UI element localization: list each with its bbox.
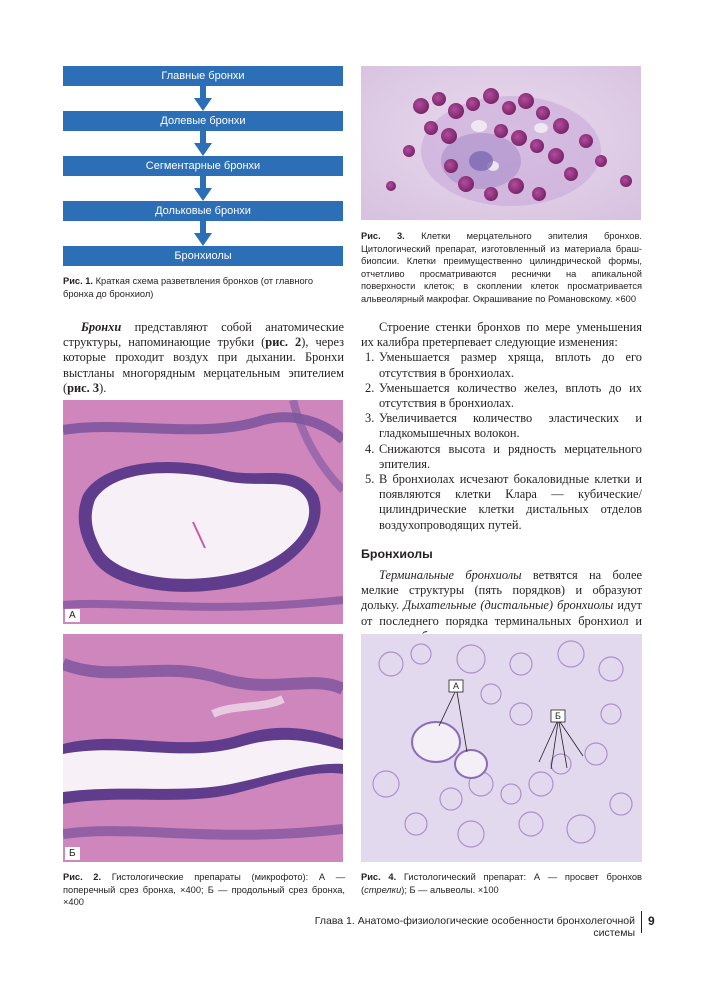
- flow-arrow-4: [193, 221, 213, 246]
- fig4-lung-photo: [361, 634, 642, 862]
- fig2-caption: [63, 871, 345, 909]
- fig2-panel-a-photo: [63, 400, 343, 624]
- histology-image-b: [63, 634, 343, 862]
- fig3-caption-text: Клетки мерцательного эпителия бронхов. Цитологический препарат, изготовленный из материала браш-биопсии. Клетки преимущественно цилиндрической формы, отчетливо просматриваются реснички на апикальной поверхности клеток; в скоплении клеток просматривается альвеолярный макрофаг. Окрашивание по Романовскому. ×600: [361, 231, 642, 304]
- bronchi-text-1: представляют собой анатомические структуры, напоминающие трубки (: [63, 320, 344, 350]
- list-item: 5. В бронхиолах исчезают бокаловидные клетки и появляются клетки Клара — кубические/цилиндрические клетки дистальных отделов воздухопроводящих путей.: [365, 472, 642, 532]
- fig1-caption-text: Краткая схема разветвления бронхов (от главного бронха до бронхиол): [63, 276, 314, 299]
- right-column-text: [361, 320, 642, 659]
- list-item: 4. Снижаются высота и рядность мерцательного эпителия.: [365, 441, 642, 471]
- list-item: 1. Уменьшается размер хряща, вплоть до его отсутствия в бронхиолах.: [365, 350, 642, 380]
- flow-step-segmental-bronchi: Сегментарные бронхи: [63, 156, 343, 176]
- bronchi-text-3: ).: [99, 380, 107, 395]
- list-item: 2. Уменьшается количество желез, вплоть до их отсутствия в бронхиолах.: [365, 380, 642, 411]
- respiratory-bronchioles-term: Дыхательные (дистальные) бронхиолы: [403, 598, 614, 613]
- cytology-image: [361, 66, 641, 220]
- flow-step-main-bronchi: Главные бронхи: [63, 66, 343, 86]
- bronchi-paragraph: [63, 320, 344, 396]
- page-number: 9: [648, 914, 655, 928]
- fig3-caption: [361, 230, 642, 306]
- histology-image-a: [63, 400, 343, 624]
- flow-arrow-2: [193, 131, 213, 156]
- chapter-footer: Глава 1. Анатомо-физиологические особенности бронхолегочной системы: [314, 915, 635, 939]
- bronchioles-heading: Бронхиолы: [361, 546, 433, 561]
- fig1-caption: [63, 275, 345, 300]
- fig2-panel-b-photo: [63, 634, 343, 862]
- fig4-marker-a: А: [452, 681, 459, 691]
- fig3-cytology-photo: [361, 66, 641, 220]
- fig4-caption: Рис. 4. Гистологический препарат: А — просвет бронхов (стрелки); Б — альвеолы. ×100: [361, 872, 642, 895]
- bronchi-ref-fig3: рис. 3: [67, 380, 100, 395]
- wall-changes-list: [361, 350, 642, 532]
- flow-step-bronchioles: Бронхиолы: [63, 246, 343, 266]
- footer-divider: [641, 911, 642, 933]
- wall-changes-intro: Строение стенки бронхов по мере уменьшения их калибра претерпевает следующие изменения:: [361, 320, 642, 350]
- flow-arrow-1: [193, 86, 213, 111]
- bronchi-ref-fig2: рис. 2: [265, 335, 302, 350]
- flow-arrow-3: [193, 176, 213, 201]
- fig2-panel-a-label: А: [65, 609, 80, 622]
- terminal-bronchioles-term: Терминальные бронхиолы: [379, 568, 522, 583]
- histology-image-lung: [361, 634, 642, 862]
- fig1-caption-label: Рис. 1.: [63, 276, 94, 286]
- fig3-caption-label: Рис. 3.: [361, 231, 405, 241]
- fig4-marker-b: Б: [555, 711, 561, 721]
- fig2-panel-b-label: Б: [65, 847, 80, 860]
- fig2-caption-text: Гистологические препараты (микрофото): А — поперечный срез бронха, ×400; Б — продольный срез бронха, ×400: [63, 872, 345, 908]
- flow-step-lobar-bronchi: Долевые бронхи: [63, 111, 343, 131]
- bronchi-term: Бронхи: [81, 320, 122, 334]
- fig4-caption-label: Рис. 4.: [361, 872, 397, 882]
- flow-step-lobular-bronchi: Дольковые бронхи: [63, 201, 343, 221]
- bronchioles-paragraph: Терминальные бронхиолы ветвятся на более мелкие структуры (пять порядков) и образуют дольку. Дыхательные (дистальные) бронхиолы идут от последнего порядка терминальных бронхиол и: [361, 568, 642, 659]
- fig2-caption-label: Рис. 2.: [63, 872, 102, 882]
- fig4-caption-arrows: стрелки: [364, 884, 402, 895]
- list-item: 3. Увеличивается количество эластических и гладкомышечных волокон.: [365, 411, 642, 441]
- bronchi-text-2: ), через которые проходит воздух при дыхании. Бронхи выстланы многорядным мерцательным эпителием (: [63, 335, 345, 395]
